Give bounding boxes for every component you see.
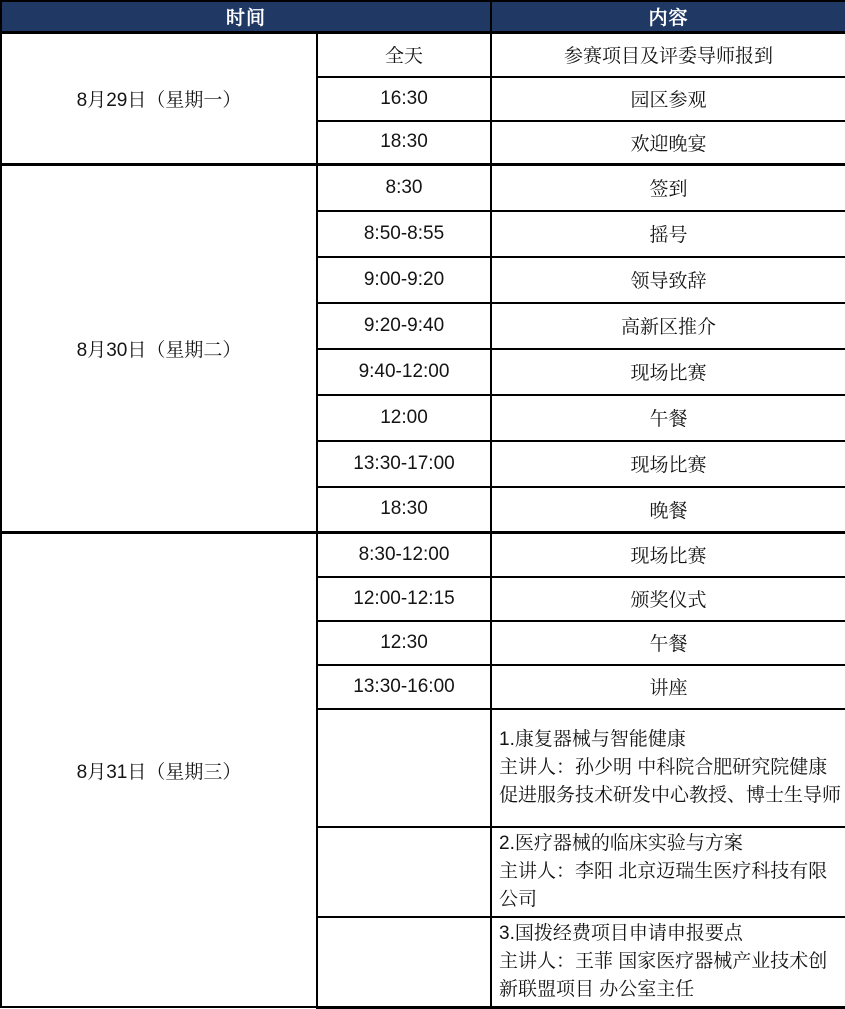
content-cell: 高新区推介 xyxy=(491,303,845,349)
content-cell: 晚餐 xyxy=(491,487,845,533)
time-cell: 9:40-12:00 xyxy=(317,349,491,395)
content-cell: 现场比赛 xyxy=(491,533,845,577)
content-cell: 现场比赛 xyxy=(491,349,845,395)
table-row xyxy=(1,533,845,577)
time-cell-empty xyxy=(317,917,491,1008)
time-cell: 9:20-9:40 xyxy=(317,303,491,349)
time-cell: 8:30 xyxy=(317,165,491,211)
lecture-cell-2 xyxy=(491,827,845,917)
time-cell: 12:00-12:15 xyxy=(317,577,491,621)
time-cell: 8:30-12:00 xyxy=(317,533,491,577)
time-cell: 18:30 xyxy=(317,121,491,165)
time-cell: 13:30-17:00 xyxy=(317,441,491,487)
header-row xyxy=(1,1,845,33)
content-cell: 颁奖仪式 xyxy=(491,577,845,621)
content-cell: 午餐 xyxy=(491,395,845,441)
time-cell-empty xyxy=(317,827,491,917)
column-header-content: 内容 xyxy=(491,1,845,33)
lecture-cell-3 xyxy=(491,917,845,1008)
content-cell: 欢迎晚宴 xyxy=(491,121,845,165)
content-cell: 摇号 xyxy=(491,211,845,257)
time-cell: 16:30 xyxy=(317,77,491,121)
lecture-speaker: 主讲人：孙少明 中科院合肥研究院健康促进服务技术研发中心教授、博士生导师 xyxy=(499,756,842,806)
date-cell-aug29: 8月29日（星期一） xyxy=(1,33,317,165)
lecture-cell-1 xyxy=(491,709,845,827)
time-cell: 18:30 xyxy=(317,487,491,533)
time-cell: 全天 xyxy=(317,33,491,77)
lecture-title: 2.医疗器械的临床实验与方案 xyxy=(499,832,743,854)
time-cell: 13:30-16:00 xyxy=(317,665,491,709)
content-cell: 园区参观 xyxy=(491,77,845,121)
content-cell: 午餐 xyxy=(491,621,845,665)
content-cell: 签到 xyxy=(491,165,845,211)
lecture-title: 1.康复器械与智能健康 xyxy=(499,728,686,750)
content-cell: 领导致辞 xyxy=(491,257,845,303)
table-row xyxy=(1,165,845,211)
time-cell: 12:00 xyxy=(317,395,491,441)
lecture-title: 3.国拨经费项目申请申报要点 xyxy=(499,922,743,944)
time-cell: 12:30 xyxy=(317,621,491,665)
content-cell: 现场比赛 xyxy=(491,441,845,487)
time-cell: 9:00-9:20 xyxy=(317,257,491,303)
time-cell: 8:50-8:55 xyxy=(317,211,491,257)
date-cell-aug30: 8月30日（星期二） xyxy=(1,165,317,533)
column-header-time: 时间 xyxy=(1,1,491,33)
content-cell: 讲座 xyxy=(491,665,845,709)
content-cell: 参赛项目及评委导师报到 xyxy=(491,33,845,77)
table-row xyxy=(1,33,845,77)
lecture-speaker: 主讲人：王菲 国家医疗器械产业技术创新联盟项目 办公室主任 xyxy=(499,950,828,1000)
date-cell-aug31: 8月31日（星期三） xyxy=(1,533,317,1008)
lecture-speaker: 主讲人：李阳 北京迈瑞生医疗科技有限公司 xyxy=(499,860,828,910)
time-cell-empty xyxy=(317,709,491,827)
